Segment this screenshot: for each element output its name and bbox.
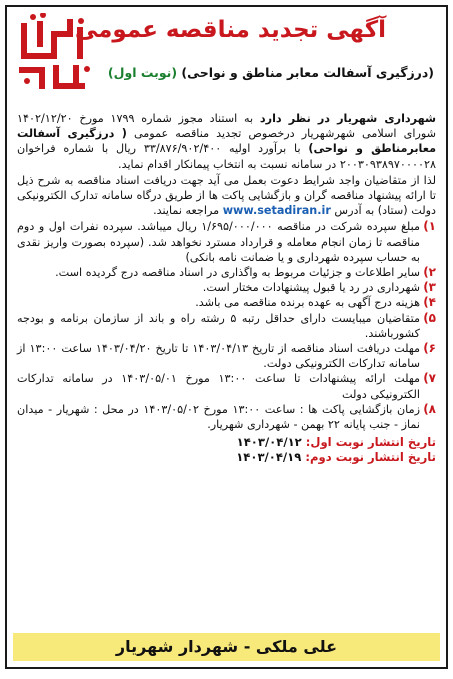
invite-text: لذا از متقاضیان واجد شرایط دعوت بعمل می آید جهت دریافت اسناد مناقصه به شرح ذیل تا ارائه پیشنهاد مناقصه گران و بازگشایی پاکت ها از طریق درگاه سامانه تدارک الکترونیکی دولت (ستاد) به آدرس [17,173,436,218]
intro-project: ( درزگیری آسفالت معابرمناطق و نواحی) [17,127,436,156]
condition-text: مبلغ سپرده شرکت در مناقصه ۱/۶۹۵/۰۰۰/۰۰۰ ریال میباشد. سپرده نفرات اول و دوم مناقصه تا زمان انجام معامله و قرارداد مسترد نخواهد شد. (سپرده بصورت واریز نقدی به حساب سپرده شهرداری و یا ضمانت نامه بانکی) [17,220,421,264]
condition-text: زمان بازگشایی پاکت ها : ساعت ۱۳:۰۰ مورخ ۱۴۰۳/۰۵/۰۲ در محل : شهریار - میدان نماز - جنب پایانه ۲۲ بهمن - شهرداری شهریار. [17,402,420,432]
round-label: (نوبت اول) [107,65,178,80]
condition-text: مهلت ارائه پیشنهادات تا ساعت ۱۳:۰۰ مورخ ۱۴۰۳/۰۵/۰۱ در سامانه تدارکات الکترونیکی دولت [17,372,420,401]
condition-text: متقاضیان میبایست دارای حداقل رتبه ۵ رشته راه و باند از سازمان برنامه و بودجه کشورباشند. [17,311,420,340]
invite-text-end: مراجعه نمایند. [153,204,220,218]
condition-item [17,402,436,432]
intro-lead: شهرداری شهریار در نظر دارد [259,112,436,125]
intro-text-1: به استناد مجوز شماره ۱۷۹۹ مورخ ۱۴۰۲/۱۲/۲۰ شورای اسلامی شهرشهریار درخصوص تجدید مناقصه عمومی [17,112,436,141]
project-name: (درزگیری آسفالت معابر مناطق و نواحی) [181,65,434,80]
second-publication-label: تاریخ انتشار نوبت دوم: [305,450,436,465]
conditions-list [17,219,436,432]
first-publication-label: تاریخ انتشار نوبت اول: [305,435,436,450]
website-link[interactable]: www.setadiran.ir [222,204,331,218]
condition-text: هزینه درج آگهی به عهده برنده مناقصه می باشد. [195,296,420,310]
condition-text: شهرداری در رد یا قبول پیشنهادات مختار است. [202,281,420,295]
condition-number: ۸) [423,401,436,416]
intro-paragraph [17,111,436,172]
condition-number: ۶) [423,341,436,356]
condition-number: ۳) [423,280,436,295]
condition-item [17,371,436,401]
condition-text: سایر اطلاعات و جزئیات مربوط به واگذاری در اسناد مناقصه درج گردیده است. [55,266,420,280]
condition-number: ۲) [423,265,436,280]
publication-dates [17,435,436,465]
condition-number: ۴) [423,295,436,310]
notice-title: آگهی تجدید مناقصه عمومی [74,17,386,43]
notice-header [7,7,446,99]
condition-item [17,265,436,280]
condition-text: مهلت دریافت اسناد مناقصه از تاریخ ۱۴۰۳/۰۴/۱۳ تا تاریخ ۱۴۰۳/۰۴/۲۰ ساعت ۱۳:۰۰ از سامانه تدارکات الکترونیکی دولت. [17,342,421,371]
condition-number: ۷) [423,371,436,386]
second-publication [17,450,436,465]
condition-item [17,219,436,265]
signature-bar: علی ملکی - شهردار شهریار [13,633,440,661]
condition-number: ۵) [423,310,436,325]
condition-item [17,341,436,371]
second-publication-date: ۱۴۰۳/۰۴/۱۹ [236,450,302,465]
condition-item [17,295,436,310]
condition-item [17,311,436,341]
tender-notice [5,5,448,669]
first-publication-date: ۱۴۰۳/۰۴/۱۲ [236,435,302,450]
condition-number: ۱) [423,219,436,234]
notice-subtitle [99,65,434,80]
condition-item [17,280,436,295]
notice-body [17,111,436,466]
invite-paragraph [17,173,436,219]
first-publication [17,435,436,450]
intro-text-2: با برآورد اولیه ۳۳/۸۷۶/۹۰۲/۴۰۰ ریال با شماره فراخوان ۲۰۰۳۰۹۳۸۹۷۰۰۰۰۲۸ در سامانه نسبت به انتخاب پیمانکار اقدام نماید. [17,142,436,171]
